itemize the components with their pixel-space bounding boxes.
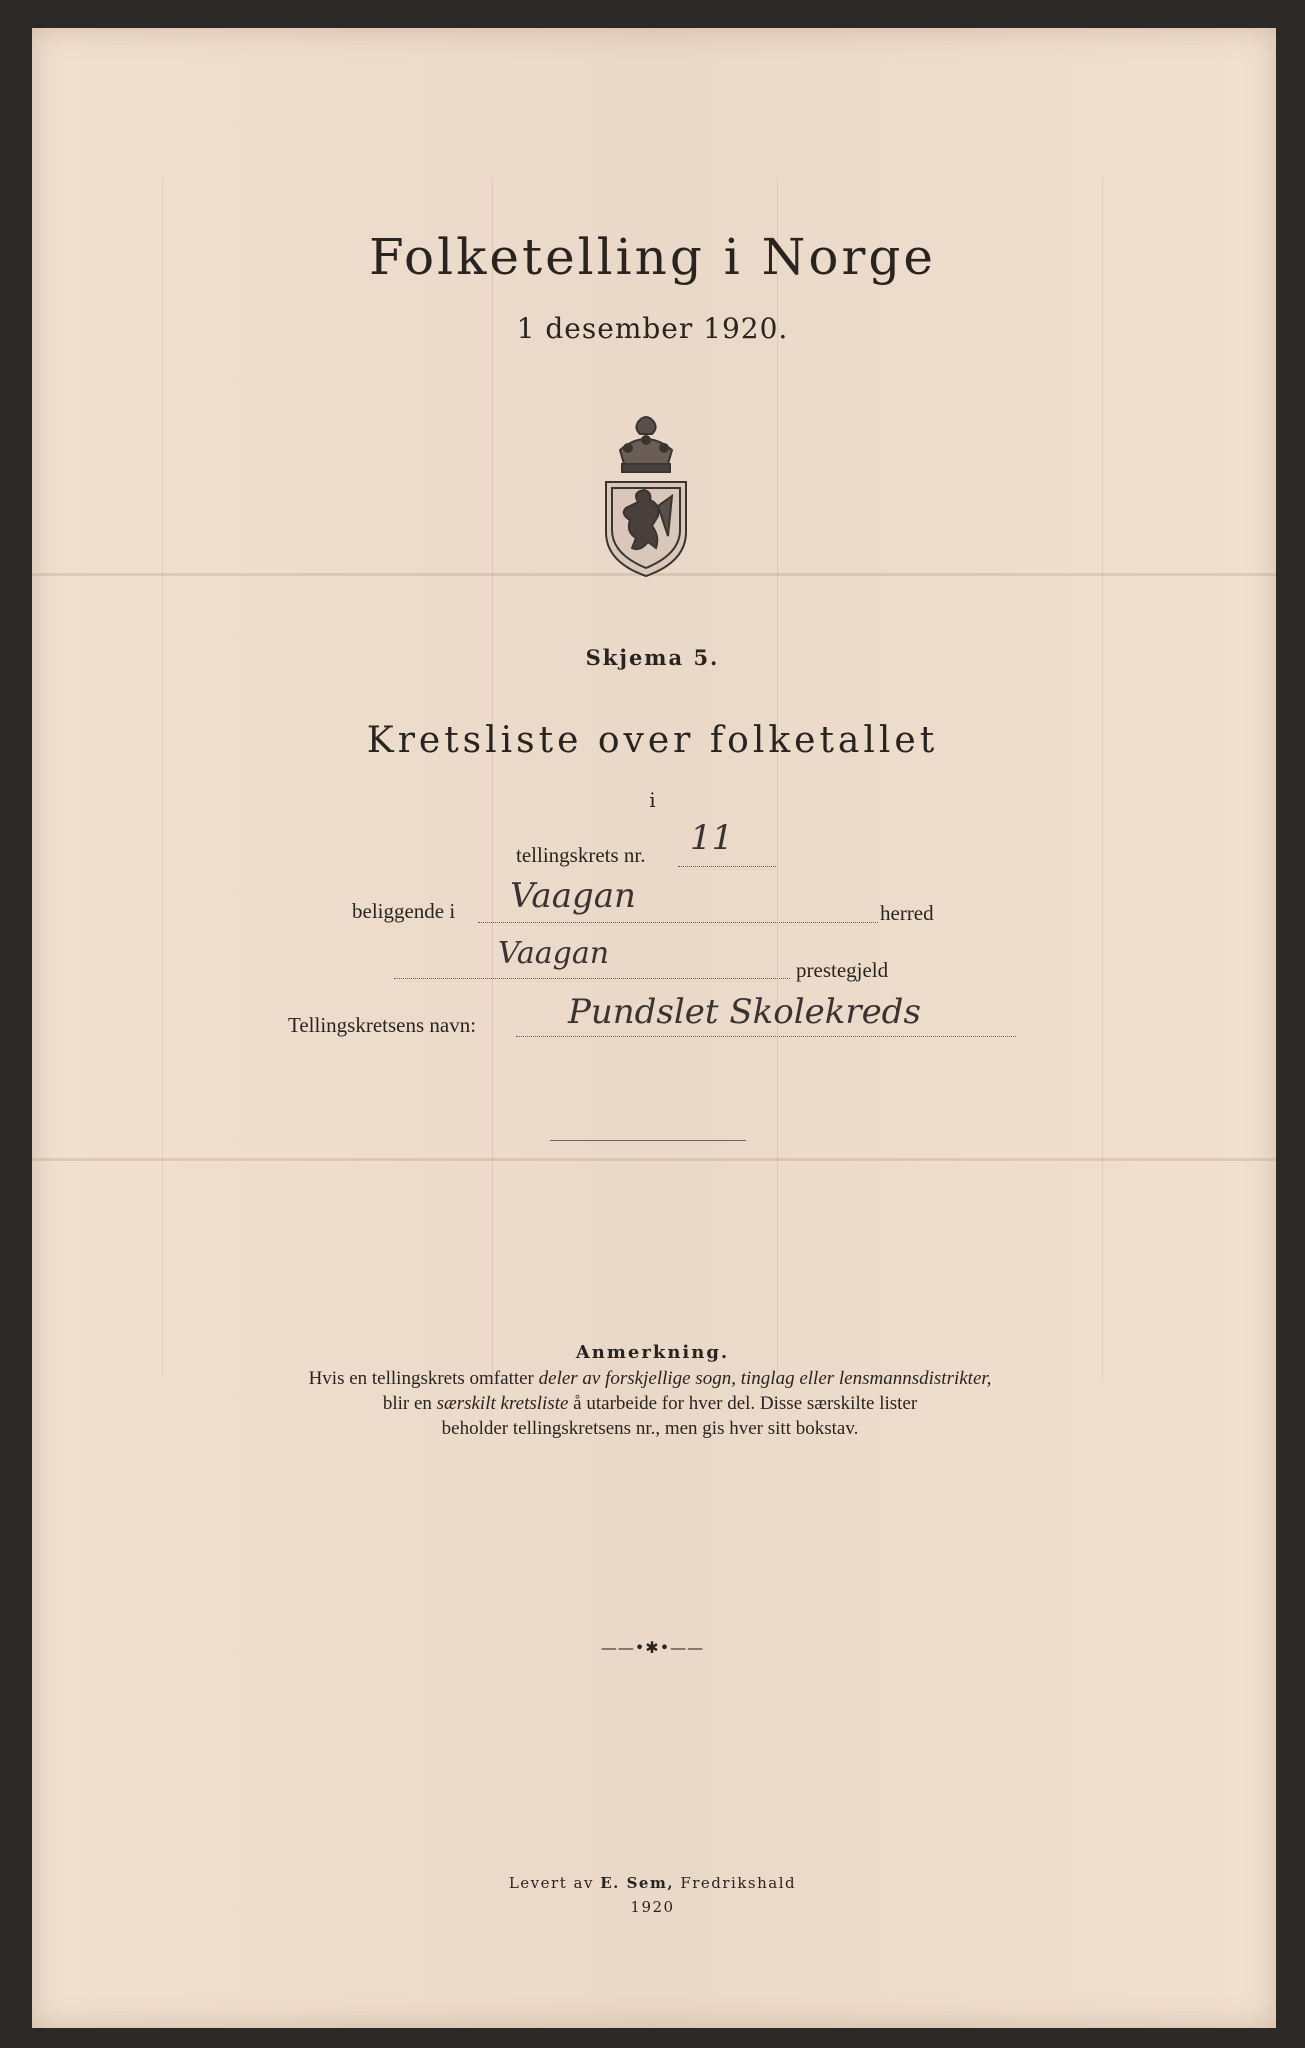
note-line-2: blir en særskilt kretsliste å utarbeide for hver del. Disse særskilte lister xyxy=(382,1393,918,1414)
kretsnavn-label: Tellingskretsens navn: xyxy=(288,1013,477,1037)
bleed-through-line xyxy=(777,178,778,1378)
form-heading: Kretsliste over folketallet xyxy=(366,720,939,761)
bleed-through-line xyxy=(492,178,493,1378)
schema-number: Skjema 5. xyxy=(585,645,720,670)
prestegjeld-line xyxy=(394,978,790,979)
beliggende-label: beliggende i xyxy=(352,899,456,923)
herred-line xyxy=(478,922,878,923)
prestegjeld-value: Vaagan xyxy=(498,936,610,971)
prestegjeld-label: prestegjeld xyxy=(796,958,889,982)
kretsnavn-line xyxy=(516,1036,1016,1037)
census-date: 1 desember 1920. xyxy=(516,312,789,345)
note-line-3: beholder tellingskretsens nr., men gis hver sitt bokstav. xyxy=(441,1418,859,1439)
bleed-through-line xyxy=(1102,178,1103,1378)
ornament-divider: ——•✱•—— xyxy=(600,1638,705,1657)
paper-fold xyxy=(32,1158,1276,1161)
note-title: Anmerkning. xyxy=(575,1342,730,1363)
norwegian-coat-of-arms-icon xyxy=(598,410,694,578)
tellingskrets-value: 11 xyxy=(690,818,734,858)
note-line-1: Hvis en tellingskrets omfatter deler av forskjellige sogn, tinglag eller lensmannsdistrikter, xyxy=(308,1368,992,1389)
page-title: Folketelling i Norge xyxy=(369,228,936,286)
print-year: 1920 xyxy=(630,1898,675,1916)
tellingskrets-line xyxy=(678,866,776,867)
printer-credit: Levert av E. Sem, Fredrikshald xyxy=(508,1874,797,1892)
tellingskrets-label: tellingskrets nr. xyxy=(516,843,646,867)
kretsnavn-value: Pundslet Skolekreds xyxy=(568,992,921,1032)
bleed-through-line xyxy=(162,178,163,1378)
preposition-i: i xyxy=(649,788,656,812)
section-divider xyxy=(550,1140,746,1141)
herred-value: Vaagan xyxy=(510,876,636,916)
herred-label: herred xyxy=(880,901,934,925)
